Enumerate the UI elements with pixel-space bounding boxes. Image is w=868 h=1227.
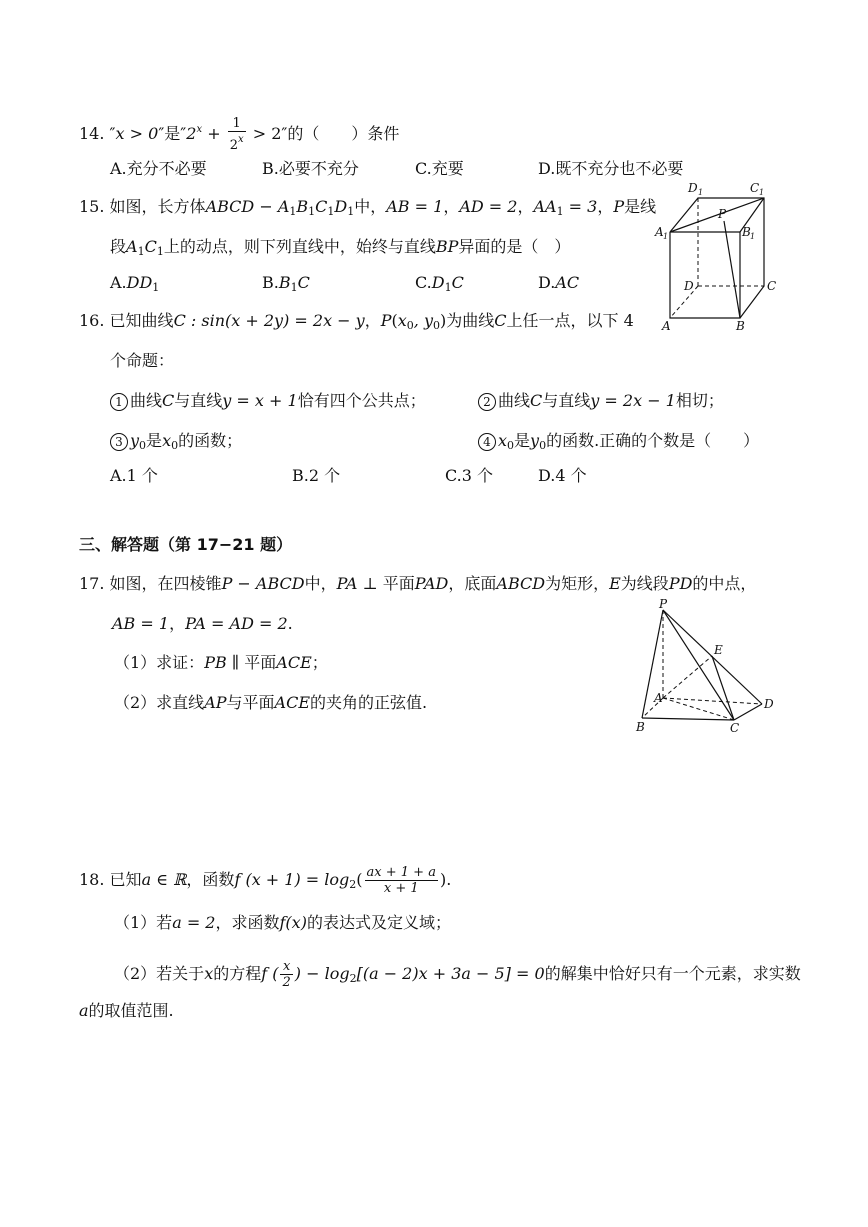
q16-p4-text2: 的函数.正确的个数是（ ） [546,431,760,450]
circled-number-4: 4 [478,433,496,451]
q15-aa1: AA [533,197,557,216]
q15-point-p: P [613,197,625,216]
q17-s1-pb: PB [204,653,227,672]
pyramid-hidden-ac [663,698,734,720]
q17-s1-text: （1）求证： [114,653,205,672]
q15-sub: 1 [308,205,316,218]
q16-p2-line: y = 2x − 1 [590,391,676,410]
q15-sub: 1 [156,245,164,258]
circled-number-3: 3 [110,433,128,451]
q18-text2: ，函数 [186,870,235,889]
q14-rhs: > 2 [247,124,282,143]
q18-paren: ( [356,870,363,889]
q16-text3: 上任一点，以下 4 [506,311,634,330]
q18-s1-text2: ，求函数 [215,913,280,932]
label-b1-sub: 1 [750,232,756,241]
label-d: D [684,279,694,293]
q15-text1: 如图，长方体 [109,197,206,216]
q16-sub: 0 [432,319,440,332]
q15-solid-d: D [334,197,348,216]
q15-sub: 1 [556,205,564,218]
q17-perp: ⊥ 平面 [357,574,415,593]
q18-s2-x: x [204,964,214,983]
q15-option-c [415,272,464,299]
q17-subquestion-1 [114,652,328,674]
q16-p4-text: 是 [514,431,531,450]
q18-sub: 2 [349,878,357,891]
q14-option-d: D.既不充分也不必要 [538,159,684,178]
q17-sep: ， [169,614,186,633]
cuboid-back-edges [670,198,764,318]
label-c1-sub: 1 [759,188,765,197]
q15-sub: 1 [289,205,297,218]
q17-stem-line1 [79,573,756,595]
q17-s1-ace: ACE [276,653,312,672]
q18-s1-text3: 的表达式及定义域； [306,913,451,932]
q18-s1-a: a = 2 [172,913,216,932]
q16-p1-text: 曲线 [130,391,163,410]
q15-solid-c: C [315,197,328,216]
q16-proposition-3 [110,430,242,457]
q14-option-c: C.充要 [415,159,464,178]
q18-frac-den: x + 1 [383,881,419,896]
q15-bp: BP [435,237,459,256]
q15-number: 15. [79,197,105,216]
q14-fraction [228,116,246,153]
q17-e: E [609,574,621,593]
q16-sub: 0 [507,439,515,452]
q18-text1: 已知 [109,870,142,889]
q18-s1-fx: (x) [285,913,307,932]
q18-subquestion-1 [114,912,451,934]
q16-p4-y: y [530,431,540,450]
pyramid-line-ec [712,656,734,720]
q16-option-b: B.2 个 [292,466,341,485]
q17-abcd: ABCD [496,574,546,593]
q16-number: 16. [79,311,105,330]
q14-option-a: A.充分不必要 [110,159,207,178]
q18-function: f (x + 1) = log [234,870,350,889]
q14-option-b: B.必要不充分 [262,159,359,178]
q15-text4: 段 [110,237,127,256]
q15-option-letter: D. [538,273,556,292]
q15-seg-a: A [126,237,138,256]
q17-text4: 为矩形， [545,574,610,593]
q16-proposition-1 [110,390,426,412]
label-e: E [714,643,723,657]
q15-sub: 1 [290,281,298,294]
label-p: P [659,598,668,611]
q16-option-d: D.4 个 [538,466,587,485]
q14-quote-open: ″ [109,124,116,143]
pyramid-edge-bc [642,718,734,720]
q16-proposition-2 [478,390,724,412]
q17-s1-text2: ∥ 平面 [226,653,277,672]
q16-stem-line1: 16. 已知曲线C : sin(x + 2y) = 2x − y，$P(x_0$, $y_0$)为曲线C上任一点，以下 4 [79,311,634,332]
q14-tail: ″的（ ）条件 [281,124,400,143]
label-a1: A [655,225,664,239]
label-d1-sub: 1 [698,188,704,197]
q16-point-y: , y [413,311,433,330]
q17-s2-text3: 的夹角的正弦值. [310,693,428,712]
label-b1: B [742,225,751,239]
q14-exp: x [196,124,203,135]
q15-stem-line1 [79,196,656,223]
q15-text6: 异面的是（ ） [458,237,571,256]
q18-s2-frac-num: x [280,959,292,975]
label-a: A [662,319,671,333]
q15-text2: 中， [354,197,387,216]
q16-p1-text2: 与直线 [174,391,223,410]
q17-number: 17. [79,574,105,593]
label-c: C [730,721,740,735]
q14-condition: x > 0 [115,124,159,143]
q18-s2-fraction [280,959,292,990]
q17-pyramid: P − ABCD [221,574,305,593]
q15-option-line: B [278,273,291,292]
q16-p1-text3: 恰有四个公共点； [297,391,426,410]
q16-sub: 0 [406,319,414,332]
q16-p1-line: y = x + 1 [222,391,298,410]
q16-option-a: A.1 个 [110,466,158,485]
q15-sub: 1 [152,281,160,294]
q18-s2-text3: 的解集中恰好只有一个元素，求实数 [544,964,801,983]
q14-quote-mid: ″是″ [158,124,187,143]
q17-subquestion-2 [114,692,427,714]
q14-stem [79,116,399,153]
q16-p3-y: y [130,431,140,450]
q15-sub: 1 [444,281,452,294]
q18-sub: 2 [349,972,357,985]
q16-p3-text: 是 [146,431,163,450]
q18-subquestion-2 [114,959,801,990]
q17-s2-text2: 与平面 [226,693,275,712]
q15-solid: ABCD − A [205,197,290,216]
q17-text1: 如图，在四棱锥 [109,574,222,593]
label-d: D [764,697,774,711]
q14-frac-den-base: 2 [229,138,238,153]
label-a1-sub: 1 [663,232,669,241]
q18-s2-expr: [(a − 2)x + 3a − 5] = 0 [356,964,545,983]
q18-s2-text2: 的方程 [213,964,262,983]
q15-comma: ， [443,197,460,216]
cuboid-line-bp [724,221,740,318]
q15-comma: ， [517,197,534,216]
pyramid-edge-cd [734,704,762,720]
q15-text5: 上的动点，则下列直线中，始终与直线 [163,237,436,256]
q17-text2: 中， [304,574,337,593]
q15-option-line: C [451,273,464,292]
q18-number: 18. [79,870,105,889]
q18-s3-a: a [79,1001,89,1020]
q16-point-x: x [397,311,407,330]
q15-ad: AD = 2 [459,197,518,216]
q17-s2-ap: AP [204,693,227,712]
label-c1: C [750,181,760,195]
q18-s1-f: f [279,913,286,932]
q16-p3-x: x [162,431,172,450]
q16-curve-c: C [494,311,507,330]
label-b: B [736,319,745,333]
q18-s2-f: f ( [261,964,279,983]
cuboid-front-face [670,232,740,318]
q18-a-real: a ∈ ℝ [141,870,187,889]
q18-subquestion-2-cont [79,1000,174,1022]
q14-frac-num: 1 [228,116,246,132]
q14-number: 14. [79,124,105,143]
label-a: A [654,691,663,705]
q15-option-letter: B. [262,273,279,292]
q15-option-line: AC [555,273,580,292]
q15-comma: ， [597,197,614,216]
q16-p2-c: C [530,391,543,410]
q15-option-b [262,272,310,299]
q17-text5: 为线段 [620,574,669,593]
label-p: P [718,207,727,221]
q16-p3-text2: 的函数； [178,431,243,450]
q16-p4-x: x [498,431,508,450]
q16-sub: 0 [171,439,179,452]
q17-s2-ace: ACE [274,693,311,712]
q15-option-a [110,272,159,299]
q15-seg-c: C [144,237,157,256]
q15-solid-b: B [296,197,309,216]
pyramid-edge-pc [663,610,734,720]
q16-proposition-4 [478,430,759,457]
q15-aa1-value: = 3 [563,197,598,216]
q16-sub: 0 [539,439,547,452]
q15-option-letter: C. [415,273,432,292]
circled-number-2: 2 [478,393,496,411]
q17-pa: PA [336,574,358,593]
circled-number-1: 1 [110,393,128,411]
q16-text1: 已知曲线 [109,311,174,330]
q17-ab: AB = 1 [112,614,170,633]
q15-option-d [538,272,579,294]
q15-option-line: C [297,273,310,292]
q16-p2-text: 曲线 [498,391,531,410]
q15-option-letter: A. [110,273,127,292]
q18-frac-num: ax + 1 + a [366,865,436,880]
q18-paren-end: ). [439,870,452,889]
section-heading: 三、解答题（第 17−21 题） [79,535,293,554]
q17-text3: ，底面 [448,574,497,593]
q14-frac-den-exp: x [237,134,244,145]
q18-s3-text: 的取值范围. [88,1001,174,1020]
q18-fraction [365,865,438,896]
q14-base: 2 [186,124,197,143]
q16-stem-line2: 个命题： [110,351,175,370]
q18-s2-log: ) − log [294,964,350,983]
q17-pa-ad: PA = AD = 2 [185,614,288,633]
q16-comma: ， [364,311,381,330]
pyramid-figure [630,598,780,736]
q17-pd: PD [668,574,693,593]
q16-sub: 0 [139,439,147,452]
q16-point: P [380,311,392,330]
q14-plus: + [202,124,226,143]
q18-stem [79,865,451,896]
q18-s1-text: （1）若 [114,913,173,932]
label-c: C [767,279,777,293]
q15-stem-line2 [110,236,570,263]
q17-s2-text: （2）求直线 [114,693,205,712]
q16-option-c: C.3 个 [445,466,494,485]
q17-pad: PAD [414,574,449,593]
q17-s1-end: ； [311,653,328,672]
q15-option-line: DD [126,273,153,292]
q16-p2-text3: 相切； [675,391,724,410]
q18-s2-frac-den: 2 [282,975,291,990]
q15-text3: 是线 [624,197,657,216]
q17-conditions [112,613,293,635]
q14-frac-den [228,132,246,153]
pyramid-hidden-ae [663,656,712,698]
q15-option-line: D [431,273,445,292]
q16-p2-text2: 与直线 [542,391,591,410]
q15-sub: 1 [137,245,145,258]
q18-s2-text: （2）若关于 [114,964,205,983]
q15-sub: 1 [347,205,355,218]
cuboid-figure [652,178,782,334]
q17-text6: 的中点， [692,574,757,593]
q16-p1-c: C [162,391,175,410]
label-d1: D [688,181,698,195]
q15-ab: AB = 1 [386,197,444,216]
q15-sub: 1 [327,205,335,218]
q16-equation: C : sin(x + 2y) = 2x − y [173,311,365,330]
label-b: B [636,720,645,734]
q17-end: . [287,614,293,633]
q16-text2: 为曲线 [446,311,495,330]
